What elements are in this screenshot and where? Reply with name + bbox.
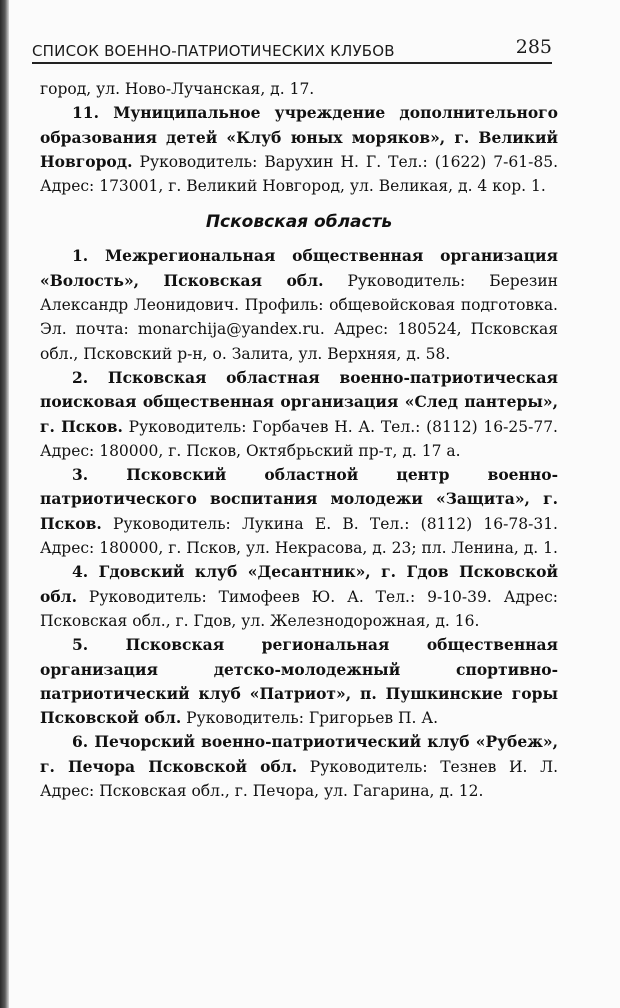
continuation-text: город, ул. Ново-Лучанская, д. 17. <box>40 80 315 98</box>
club-entry <box>40 730 558 803</box>
club-entry <box>40 560 558 633</box>
club-name: 3. Псковский областной центр военно-патриотического воспитания молодежи «Защита», г. Псков. <box>40 465 558 533</box>
club-details: Руководитель: Лукина Е. В. Тел.: (8112) 16-78-31. Адрес: 180000, г. Псков, ул. Некрасова, д. 23; пл. Ленина, д. 1. <box>40 514 558 558</box>
club-name: 5. Псковская региональная общественная организация детско-молодежный спортивно-патриотический клуб «Патриот», п. Пушкинские горы Псковской обл. <box>40 635 558 728</box>
club-name: 4. Гдовский клуб «Десантник», г. Гдов Псковской обл. <box>40 562 558 606</box>
page-header <box>32 32 552 64</box>
club-details: Руководитель: Тимофеев Ю. А. Тел.: 9-10-39. Адрес: Псковская обл., г. Гдов, ул. Железнодорожная, д. 16. <box>40 587 558 630</box>
section-heading: Псковская область <box>205 212 393 233</box>
club-details: Руководитель: Горбачев Н. А. Тел.: (8112) 16-25-77. Адрес: 180000, г. Псков, Октябрьский пр-т, д. 17 а. <box>40 417 558 460</box>
page-body <box>40 77 558 803</box>
club-details: Руководитель: Варухин Н. Г. Тел.: (1622) 7-61-85. Адрес: 173001, г. Великий Новгород, ул. Великая, д. 4 кор. 1. <box>40 152 558 196</box>
club-entry <box>40 366 558 463</box>
page-number: 285 <box>515 36 552 58</box>
club-entry <box>40 244 558 365</box>
club-name: 2. Псковская областная военно-патриотическая поисковая общественная организация «След пантеры», г. Псков. <box>40 367 558 436</box>
running-title: СПИСОК ВОЕННО-ПАТРИОТИЧЕСКИХ КЛУБОВ <box>32 42 395 60</box>
club-details: Руководитель: Тезнев И. Л. Адрес: Псковская обл., г. Печора, ул. Гагарина, д. 12. <box>40 757 558 801</box>
club-entry <box>40 101 558 198</box>
club-name: 1. Межрегиональная общественная организация «Волость», Псковская обл. <box>40 246 558 290</box>
book-spine-shadow <box>0 0 9 1008</box>
club-entry <box>40 633 558 730</box>
club-name: 6. Печорский военно-патриотический клуб «Рубеж», г. Печора Псковской обл. <box>40 732 558 776</box>
club-name: 11. Муниципальное учреждение дополнительного образования детей «Клуб юных моряков», г. Великий Новгород. <box>40 103 558 171</box>
club-entry <box>40 463 558 560</box>
continuation-paragraph <box>40 77 558 101</box>
club-details: Руководитель: Григорьев П. А. <box>181 709 439 728</box>
club-details: Руководитель: Березин Александр Леонидович. Профиль: общевойсковая подготовка. Эл. почта: monarchija@yandex.ru. Адрес: 180524, Псковская обл., Псковский р-н, о. Залита, ул. Верхняя, д. 58. <box>40 271 558 363</box>
